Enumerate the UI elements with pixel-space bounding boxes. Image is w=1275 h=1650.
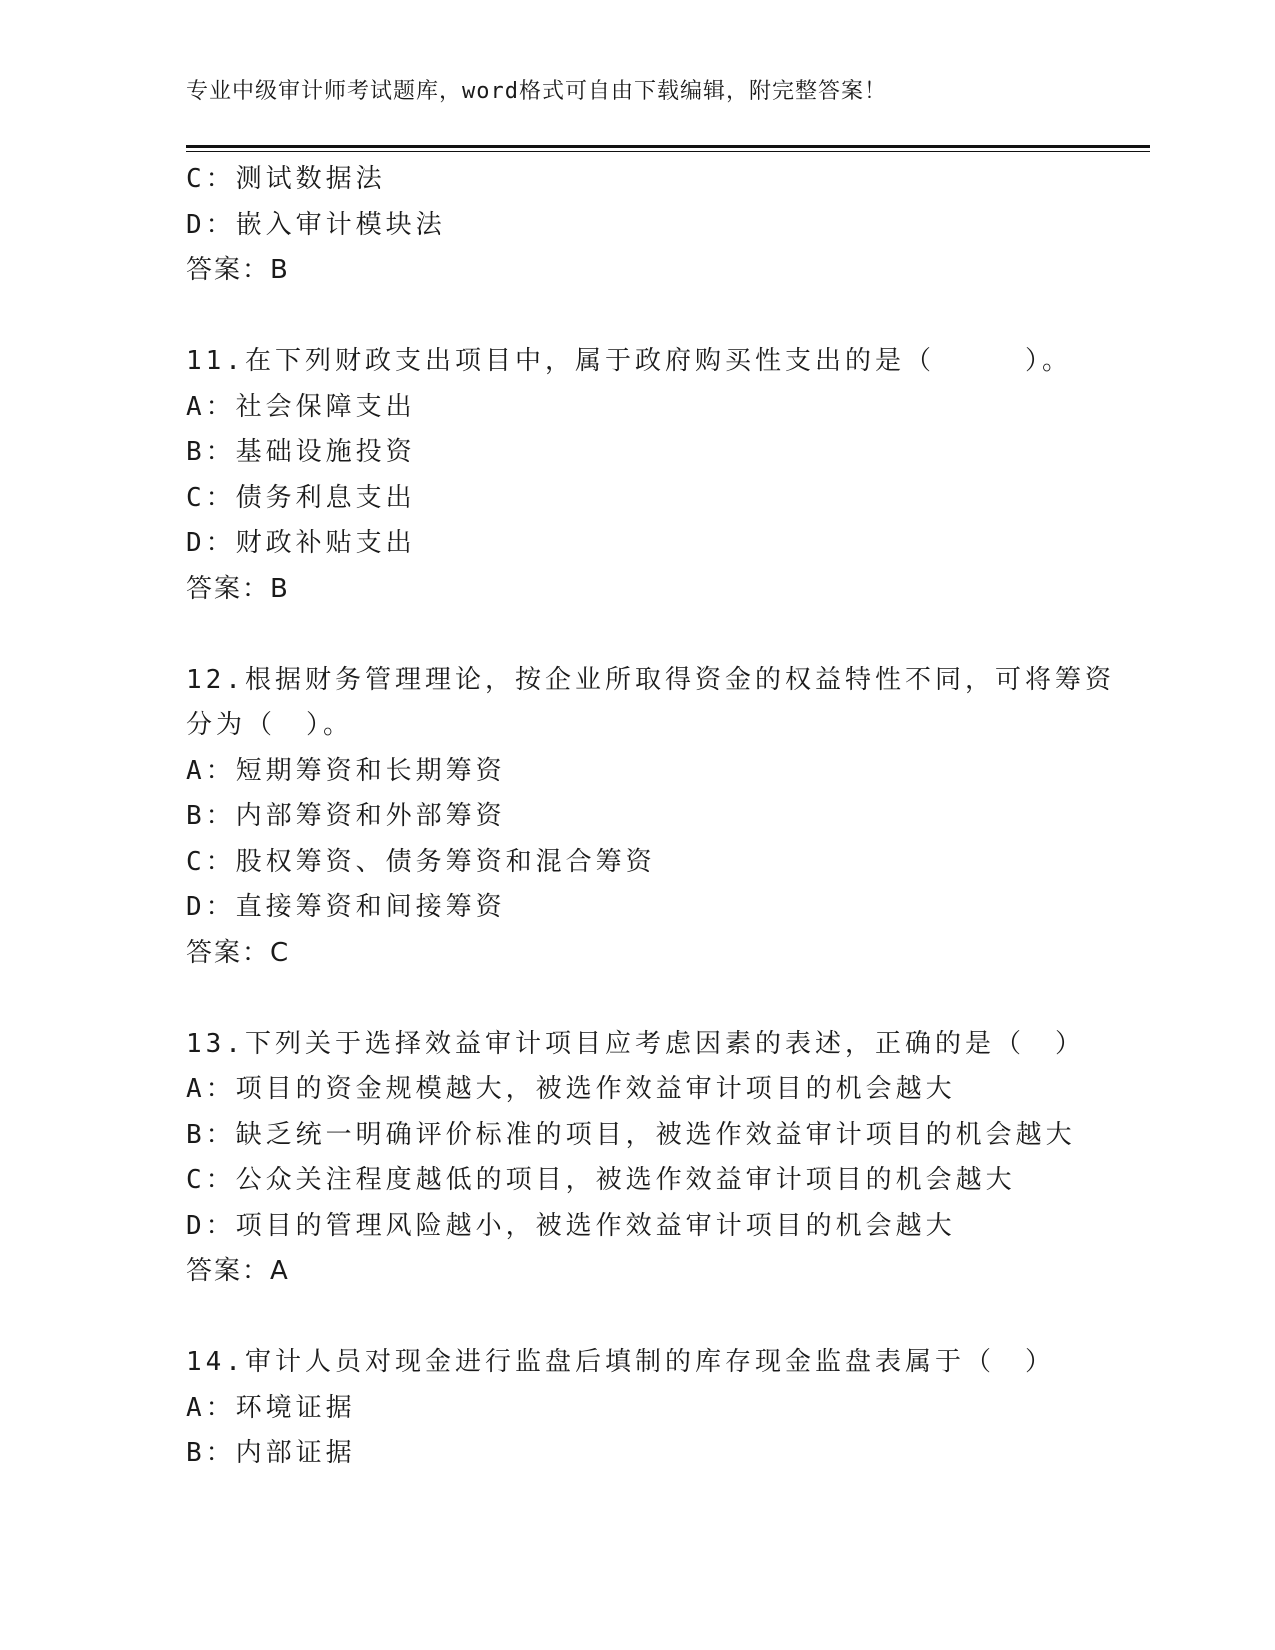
blank-gap [186,294,1086,340]
question-stem: 12.根据财务管理理论，按企业所取得资金的权益特性不同，可将筹资 [186,664,1115,695]
option-line: A：社会保障支出 [186,391,416,422]
option-line: C：测试数据法 [186,164,386,194]
question-stem-continued: 分为（ ）。 [186,710,354,740]
blank-gap [186,1295,1086,1341]
option-line: D：直接筹资和间接筹资 [186,892,506,922]
option-line: B：缺乏统一明确评价标准的项目，被选作效益审计项目的机会越大 [186,1119,1076,1150]
option-line: A：短期筹资和长期筹资 [186,755,506,786]
answer-line: 答案：B [186,255,290,285]
answer-line: 答案：A [186,1256,290,1286]
question-content [186,157,1115,1477]
blank-gap [186,612,1086,658]
option-line: A：环境证据 [186,1392,356,1423]
option-line: D：项目的管理风险越小，被选作效益审计项目的机会越大 [186,1210,956,1241]
option-line: C：债务利息支出 [186,482,416,513]
answer-line: 答案：C [186,937,291,968]
option-line: D：财政补贴支出 [186,528,416,558]
option-line: C：公众关注程度越低的项目，被选作效益审计项目的机会越大 [186,1165,1016,1195]
option-line: D：嵌入审计模块法 [186,209,446,240]
header-rule-thin [186,151,1150,152]
question-stem: 11.在下列财政支出项目中，属于政府购买性支出的是（ ）。 [186,346,1072,376]
option-line: C：股权筹资、债务筹资和混合筹资 [186,846,656,877]
header-rule-thick [186,145,1150,148]
option-line: B：内部证据 [186,1438,356,1468]
option-line: B：内部筹资和外部筹资 [186,801,506,831]
blank-gap [186,976,1086,1022]
question-stem: 13.下列关于选择效益审计项目应考虑因素的表述，正确的是（ ） [186,1028,1085,1059]
page-header: 专业中级审计师考试题库，word格式可自由下载编辑，附完整答案！ [186,79,887,104]
option-line: B：基础设施投资 [186,437,416,467]
question-stem: 14.审计人员对现金进行监盘后填制的库存现金监盘表属于（ ） [186,1347,1055,1377]
answer-line: 答案：B [186,573,290,604]
option-line: A：项目的资金规模越大，被选作效益审计项目的机会越大 [186,1074,956,1104]
